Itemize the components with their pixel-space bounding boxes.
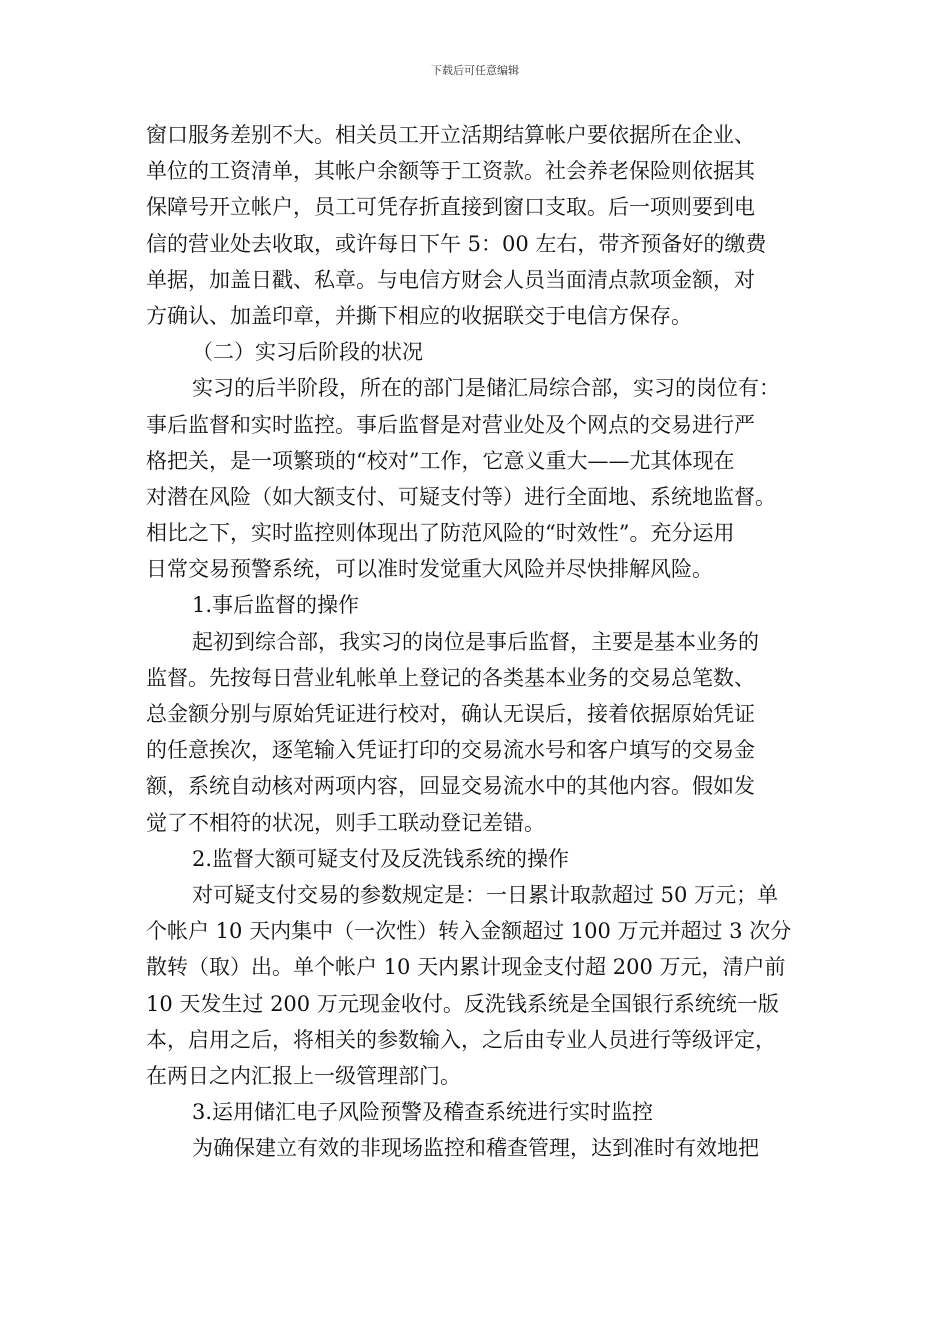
text-line: 起初到综合部，我实习的岗位是事后监督，主要是基本业务的 [192,629,759,654]
text-line: 保障号开立帐户，员工可凭存折直接到窗口支取。后一项则要到电 [146,195,755,220]
page-header: 下载后可任意编辑 [431,64,519,77]
text-line: 总金额分别与原始凭证进行校对，确认无误后，接着依据原始凭证 [146,702,755,726]
text-line: 10 天发生过 200 万元现金收付。反洗钱系统是全国银行系统统一版 [146,991,779,1016]
text-line: 事后监督和实时监控。事后监督是对营业处及个网点的交易进行严 [146,412,755,437]
text-line: 监督。先按每日营业轧帐单上登记的各类基本业务的交易总笔数、 [146,665,755,690]
text-line: 单据，加盖日戳、私章。与电信方财会人员当面清点款项金额，对 [146,267,755,292]
text-line: 的任意挨次，逐笔输入凭证打印的交易流水号和客户填写的交易金 [146,738,755,763]
text-line: 个帐户 10 天内集中（一次性）转入金额超过 100 万元并超过 3 次分 [146,919,792,944]
text-line: 实习的后半阶段，所在的部门是储汇局综合部，实习的岗位有： [192,376,780,401]
text-line: 本，启用之后，将相关的参数输入，之后由专业人员进行等级评定， [146,1027,776,1052]
text-line: 格把关，是一项繁琐的“校对”工作，它意义重大——尤其体现在 [146,448,735,473]
text-line: 散转（取）出。单个帐户 10 天内累计现金支付超 200 万元，清户前 [146,955,786,980]
text-line: 1.事后监督的操作 [192,593,360,618]
document-body [146,117,826,1166]
text-line: 对潜在风险（如大额支付、可疑支付等）进行全面地、系统地监督。 [146,484,776,509]
text-line: 相比之下，实时监控则体现出了防范风险的“时效性”。充分运用 [146,521,735,546]
text-line: 2.监督大额可疑支付及反洗钱系统的操作 [192,846,570,871]
text-line: 信的营业处去收取，或许每日下午 5：00 左右，带齐预备好的缴费 [146,231,767,256]
text-line: 方确认、加盖印章，并撕下相应的收据联交于电信方保存。 [146,303,692,328]
text-line: 为确保建立有效的非现场监控和稽查管理，达到准时有效地把 [192,1136,759,1161]
text-line: 单位的工资清单，其帐户余额等于工资款。社会养老保险则依据其 [146,159,755,184]
text-line: 觉了不相符的状况，则手工联动登记差错。 [146,810,545,835]
text-line: 在两日之内汇报上一级管理部门。 [146,1063,461,1088]
text-line: 日常交易预警系统，可以准时发觉重大风险并尽快排解风险。 [146,557,713,582]
text-line: 额，系统自动核对两项内容，回显交易流水中的其他内容。假如发 [146,774,755,799]
text-line: 对可疑支付交易的参数规定是：一日累计取款超过 50 万元；单 [192,882,779,907]
text-line: 窗口服务差别不大。相关员工开立活期结算帐户要依据所在企业、 [146,123,755,147]
text-line: （二）实习后阶段的状况 [192,340,423,365]
text-line: 3.运用储汇电子风险预警及稽查系统进行实时监控 [192,1100,654,1125]
